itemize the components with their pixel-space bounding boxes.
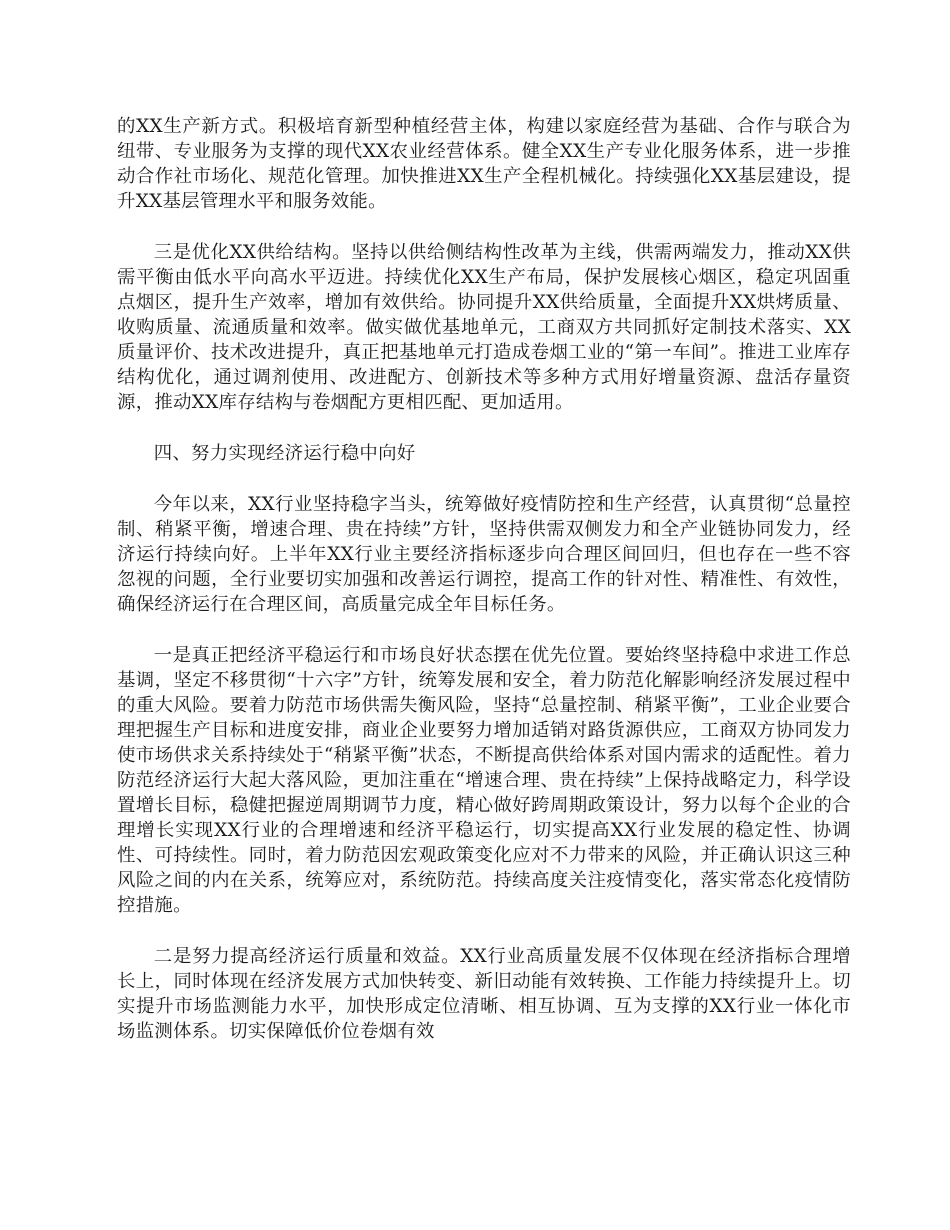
paragraph-continuation: 的XX生产新方式。积极培育新型种植经营主体，构建以家庭经营为基础、合作与联合为纽带、专业服务为支撑的现代XX农业经营体系。健全XX生产专业化服务体系，进一步推动合作社市场化、规范化管理。加快推进XX生产全程机械化。持续强化XX基层建设，提升XX基层管理水平和服务效能。 (117, 116, 851, 212)
paragraph-economic-overview: 今年以来，XX行业坚持稳字当头，统筹做好疫情防控和生产经营，认真贯彻“总量控制、稍紧平衡，增速合理、贵在持续”方针，坚持供需双侧发力和全产业链协同发力，经济运行持续向好。上半年XX行业主要经济指标逐步向合理区间回归，但也存在一些不容忽视的问题，全行业要切实加强和改善运行调控，提高工作的针对性、精准性、有效性，确保经济运行在合理区间，高质量完成全年目标任务。 (117, 494, 851, 615)
section-heading: 四、努力实现经济运行稳中向好 (153, 443, 416, 464)
paragraph-optimize-supply: 三是优化XX供给结构。坚持以供给侧结构性改革为主线，供需两端发力，推动XX供需平衡由低水平向高水平迈进。持续优化XX生产布局，保护发展核心烟区，稳定巩固重点烟区，提升生产效率，增加有效供给。协同提升XX供给质量，全面提升XX烘烤质量、收购质量、流通质量和效率。做实做优基地单元，工商双方共同抓好定制技术落实、XX质量评价、技术改进提升，真正把基地单元打造成卷烟工业的“第一车间”。推进工业库存结构优化，通过调剂使用、改进配方、创新技术等多种方式用好增量资源、盘活存量资源，推动XX库存结构与卷烟配方更相匹配、更加适用。 (117, 242, 851, 413)
paragraph-quality-efficiency: 二是努力提高经济运行质量和效益。XX行业高质量发展不仅体现在经济指标合理增长上，同时体现在经济发展方式加快转变、新旧动能有效转换、工作能力持续提升上。切实提升市场监测能力水平，加快形成定位清晰、相互协调、互为支撑的XX行业一体化市场监测体系。切实保障低价位卷烟有效 (117, 946, 851, 1042)
document-page (117, 114, 851, 1070)
paragraph-priority-stability: 一是真正把经济平稳运行和市场良好状态摆在优先位置。要始终坚持稳中求进工作总基调，坚定不移贯彻“十六字”方针，统筹发展和安全，着力防范化解影响经济发展过程中的重大风险。要着力防范市场供需失衡风险，坚持“总量控制、稍紧平衡”，工业企业要合理把握生产目标和进度安排，商业企业要努力增加适销对路货源供应，工商双方协同发力使市场供求关系持续处于“稍紧平衡”状态，不断提高供给体系对国内需求的适配性。着力防范经济运行大起大落风险，更加注重在“增速合理、贵在持续”上保持战略定力，科学设置增长目标，稳健把握逆周期调节力度，精心做好跨周期政策设计，努力以每个企业的合理增长实现XX行业的合理增速和经济平稳运行，切实提高XX行业发展的稳定性、协调性、可持续性。同时，着力防范因宏观政策变化应对不力带来的风险，并正确认识这三种风险之间的内在关系，统筹应对，系统防范。持续高度关注疫情变化，落实常态化疫情防控措施。 (117, 645, 851, 916)
